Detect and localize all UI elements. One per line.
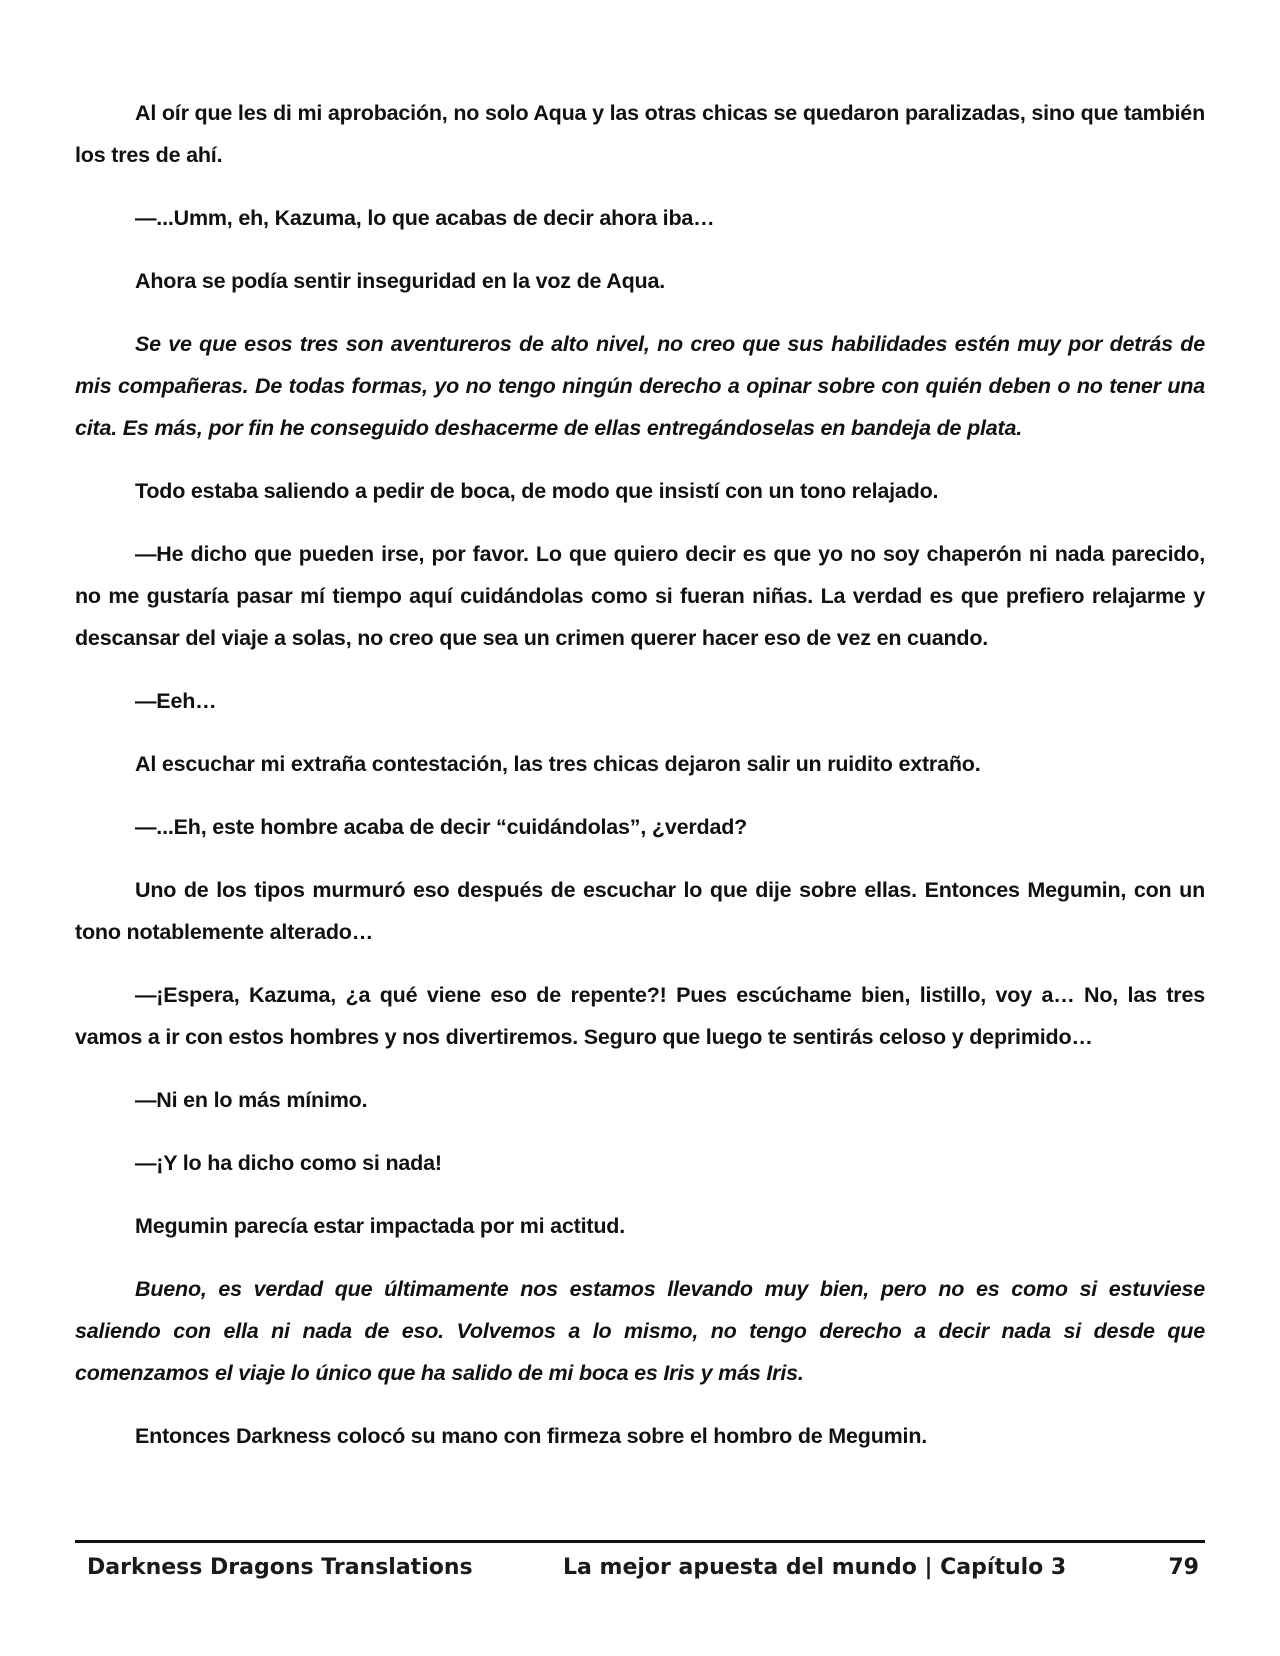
paragraph: —¡Espera, Kazuma, ¿a qué viene eso de repente?! Pues escúchame bien, listillo, voy a… No, las tres vamos a ir con estos hombres y nos divertiremos. Seguro que luego te sentirás celoso y deprimido… [75,983,1205,1049]
paragraph: Al oír que les di mi aprobación, no solo Aqua y las otras chicas se quedaron paralizadas, sino que también los tres de ahí. [75,101,1205,167]
footer-divider [75,1540,1205,1543]
page-footer [75,1548,1205,1588]
paragraph: —He dicho que pueden irse, por favor. Lo que quiero decir es que yo no soy chaperón ni nada parecido, no me gustaría pasar mí tiempo aquí cuidándolas como si fueran niñas. La verdad es que prefiero relajarme y descansar del viaje a solas, no creo que sea un crimen querer hacer eso de vez en cuando. [75,542,1205,650]
paragraph: Megumin parecía estar impactada por mi actitud. [135,1214,626,1238]
footer-chapter-title: La mejor apuesta del mundo | Capítulo 3 [563,1555,1067,1580]
paragraph: Ahora se podía sentir inseguridad en la voz de Aqua. [135,269,665,293]
paragraph: Todo estaba saliendo a pedir de boca, de modo que insistí con un tono relajado. [135,479,939,503]
paragraph: —Eeh… [135,689,217,713]
footer-translator: Darkness Dragons Translations [87,1555,473,1580]
thought-paragraph: Se ve que esos tres son aventureros de alto nivel, no creo que sus habilidades estén muy por detrás de mis compañeras. De todas formas, yo no tengo ningún derecho a opinar sobre con quién deben o no tener una cita. Es más, por fin he conseguido deshacerme de ellas entregándoselas en bandeja de plata. [75,332,1205,440]
paragraph: —...Umm, eh, Kazuma, lo que acabas de decir ahora iba… [135,206,715,230]
paragraph: —Ni en lo más mínimo. [135,1088,368,1112]
page-number: 79 [1168,1555,1199,1580]
paragraph: —...Eh, este hombre acaba de decir “cuidándolas”, ¿verdad? [135,815,748,839]
page-body [75,92,1205,1478]
paragraph: Entonces Darkness colocó su mano con firmeza sobre el hombro de Megumin. [135,1424,928,1448]
thought-paragraph: Bueno, es verdad que últimamente nos estamos llevando muy bien, pero no es como si estuviese saliendo con ella ni nada de eso. Volvemos a lo mismo, no tengo derecho a decir nada si desde que comenzamos el viaje lo único que ha salido de mi boca es Iris y más Iris. [75,1277,1205,1385]
paragraph: —¡Y lo ha dicho como si nada! [135,1151,442,1175]
paragraph: Uno de los tipos murmuró eso después de escuchar lo que dije sobre ellas. Entonces Megumin, con un tono notablemente alterado… [75,878,1205,944]
paragraph: Al escuchar mi extraña contestación, las tres chicas dejaron salir un ruidito extraño. [135,752,981,776]
